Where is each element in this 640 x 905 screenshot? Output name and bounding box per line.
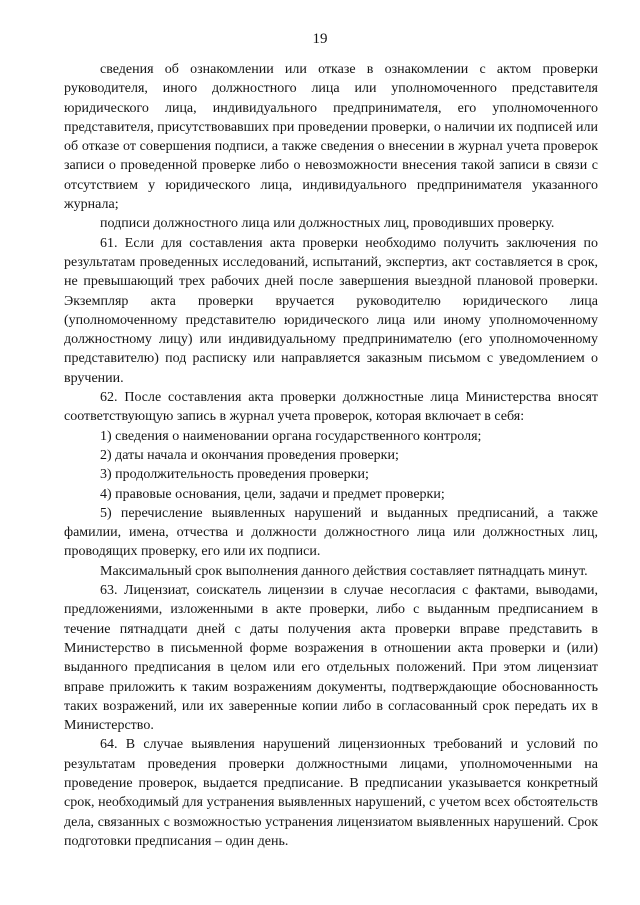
list-item-4: 4) правовые основания, цели, задачи и предмет проверки; (100, 486, 445, 502)
paragraph-64: 64. В случае выявления нарушений лицензионных требований и условий по результатам проведения проверки должностными лицами, уполномоченными на проведение проверок, выдается предписание. В предписании указывается конкретный срок, необходимый для устранения выявленных нарушений, с учетом всех обстоятельств дела, связанных с возможностью устранения лицензиатом выявленных нарушений. Срок подготовки предписания – один день. (64, 737, 598, 849)
list-item-2: 2) даты начала и окончания проведения проверки; (100, 447, 399, 463)
list-item-1: 1) сведения о наименовании органа государственного контроля; (100, 428, 482, 444)
paragraph-63: 63. Лицензиат, соискатель лицензии в случае несогласия с фактами, выводами, предложениями, изложенными в акте проверки, либо с выданным предписанием в течение пятнадцати дней с даты получения акта проверки вправе представить в Министерство в письменной форме возражения в отношении акта проверки и (или) выданного предписания в целом или его отдельных положений. При этом лицензиат вправе приложить к таким возражениям документы, подтверждающие обоснованность таких возражений, или их заверенные копии либо в согласованный срок передать их в Министерство. (64, 583, 598, 734)
list-item-3: 3) продолжительность проведения проверки; (100, 467, 369, 483)
paragraph-61: 61. Если для составления акта проверки необходимо получить заключения по результатам проведенных исследований, испытаний, экспертиз, акт составляется в срок, не превышающий трех рабочих дней после завершения выездной плановой проверки. Экземпляр акта проверки вручается руководителю юридического лица (уполномоченному представителю юридического лица или иному уполномоченному должностному лицу) или индивидуальному предпринимателю (его уполномоченному представителю) под расписку или направляется заказным письмом с уведомлением о вручении. (64, 235, 598, 386)
list-item-5: 5) перечисление выявленных нарушений и выданных предписаний, а также фамилии, имена, отчества и должности должностного лица или должностных лиц, проводящих проверку, его или их подписи. (64, 505, 598, 560)
page-number: 19 (312, 31, 328, 47)
page-content (64, 60, 598, 851)
paragraph-inspection-act-details: сведения об ознакомлении или отказе в ознакомлении с актом проверки руководителя, иного должностного лица или уполномоченного представителя юридического лица, индивидуального предпринимателя, его уполномоченного представителя, присутствовавших при проведении проверки, о наличии их подписей или об отказе от совершения подписи, а также сведения о внесении в журнал учета проверок записи о проведенной проверке либо о невозможности внесения такой записи в связи с отсутствием у юридического лица, индивидуального предпринимателя указанного журнала; (64, 62, 598, 213)
paragraph-62: 62. После составления акта проверки должностные лица Министерства вносят соответствующую запись в журнал учета проверок, которая включает в себя: (64, 390, 598, 425)
paragraph-max-duration: Максимальный срок выполнения данного действия составляет пятнадцать минут. (100, 563, 588, 579)
paragraph-signatures: подписи должностного лица или должностных лиц, проводивших проверку. (100, 216, 555, 232)
